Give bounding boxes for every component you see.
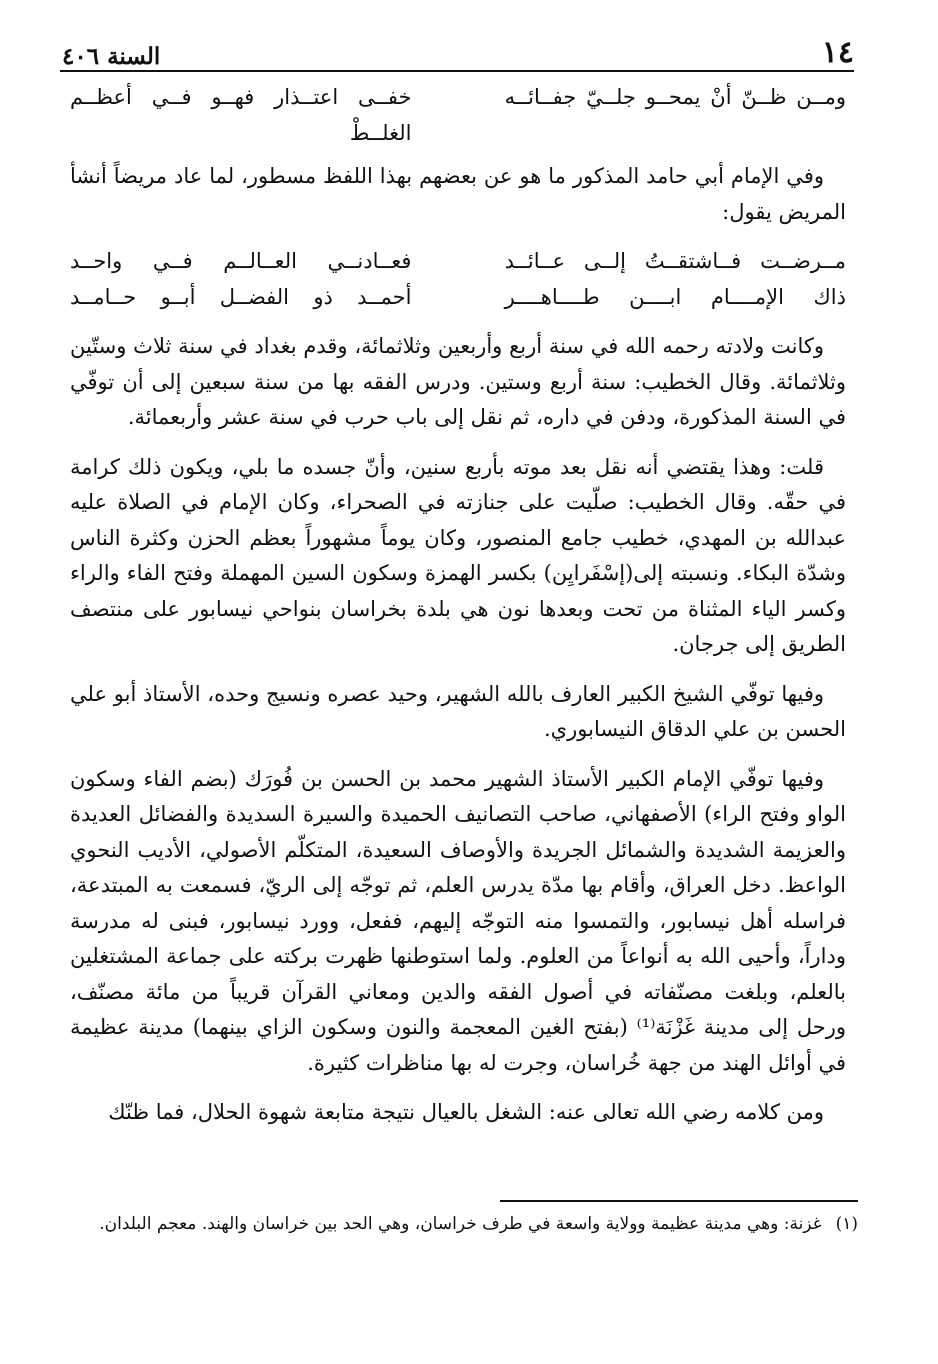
verse-line [70, 244, 846, 280]
paragraph: قلت: وهذا يقتضي أنه نقل بعد موته بأربع سنين، وأنّ جسده ما بلي، ويكون ذلك كرامة في حقّه. وقال الخطيب: صلّيت على جنازته في الصحراء، وكان الإمام في الصلاة عليه عبدالله بن المهدي، خطيب جامع المنصور، وكان يوماً مشهوراً بعظم الحزن وكثرة الناس وشدّة البكاء. ونسبته إلى(إسْفَرايِن) بكسر الهمزة وسكون السين المهملة وفتح الفاء والراء وكسر الياء المثناة من تحت وبعدها نون هي بلدة بخراسان بنواحي نيسابور على منتصف الطريق إلى جرجان. [70, 454, 846, 656]
paragraph: وفيها توفّي الشيخ الكبير العارف بالله الشهير، وحيد عصره ونسيج وحده، الأستاذ أبو علي الحسن بن علي الدقاق النيسابوري. [70, 681, 846, 741]
paragraph: وفيها توفّي الإمام الكبير الأستاذ الشهير محمد بن الحسن بن فُورَك (بضم الفاء وسكون الواو وفتح الراء) الأصفهاني، صاحب التصانيف الحميدة والسيرة السديدة والفضائل العديدة والعزيمة الشديدة والشمائل الجريدة والأوصاف السعيدة، المتكلّم الأصولي، الأديب النحوي الواعظ. دخل العراق، وأقام بها مدّة يدرس العلم، ثم توجّه إلى الريّ، فسمعت به المبتدعة، فراسله أهل نيسابور، والتمسوا منه التوجّه إليهم، ففعل، وورد نيسابور، فبنى له مدرسة وداراً، وأحيى الله به أنواعاً من العلوم. ولما استوطنها ظهرت بركته على جماعة المشتغلين بالعلم، وبلغت مصنّفاته في أصول الفقه والدين ومعاني القرآن قريباً من مائة مصنّف، ورحل إلى مدينة غَزْنَة⁽¹⁾ (بفتح الغين المعجمة والنون وسكون الزاي بينهما) مدينة عظيمة في أوائل الهند من جهة خُراسان، وجرت له بها مناظرات كثيرة. [70, 766, 846, 1075]
footnote [70, 1210, 858, 1238]
verse-block [70, 244, 846, 315]
verse-line [70, 280, 846, 316]
verse-hemistich-first: ومــن ظــنّ أنْ يمحــو جلــيّ جفــائــه [504, 85, 846, 109]
verse-hemistich-first: مــرضــت فــاشتقــتُ إلــى عــائــد [504, 249, 846, 273]
verse-hemistich-second: فعــادنــي العــالــم فــي واحــد [70, 249, 412, 273]
paragraph: ومن كلامه رضي الله تعالى عنه: الشغل بالعيال نتيجة متابعة شهوة الحلال، فما ظنّك [108, 1100, 824, 1124]
running-head: السنة ٤٠٦ [62, 43, 161, 70]
page-number: ١٤ [821, 35, 854, 70]
paragraph: وفي الإمام أبي حامد المذكور ما هو عن بعضهم بهذا اللفظ مسطور، لما عاد مريضاً أنشأ المريض يقول: [70, 164, 846, 224]
main-text [70, 80, 846, 1145]
verse-hemistich-first: ذاك الإمــــام ابــــن طــــاهــــر [504, 284, 846, 309]
footnote-rule [500, 1200, 858, 1202]
paragraph: وكانت ولادته رحمه الله في سنة أربع وأربعين وثلاثمائة، وقدم بغداد في سنة ثلاث وستّين وثلاثمائة. وقال الخطيب: سنة أربع وستين. ودرس الفقه بها من سنة سبعين إلى أن توفّي في السنة المذكورة، ودفن في داره، ثم نقل إلى باب حرب في سنة عشر وأربعمائة. [70, 334, 846, 429]
footnote-text: غزنة: وهي مدينة عظيمة وولاية واسعة في طرف خراسان، وهي الحد بين خراسان والهند. معجم البلدان. [99, 1214, 822, 1234]
verse-hemistich-second: خفــى اعتــذار فهــو فــي أعظــم الغلــطْ [70, 85, 412, 145]
verse-hemistich-second: أحمــد ذو الفضــل أبــو حــامــد [70, 284, 412, 309]
header-rule [60, 70, 854, 72]
verse-line [70, 80, 846, 151]
footnote-marker: (١) [835, 1214, 858, 1234]
page-header [62, 28, 854, 68]
